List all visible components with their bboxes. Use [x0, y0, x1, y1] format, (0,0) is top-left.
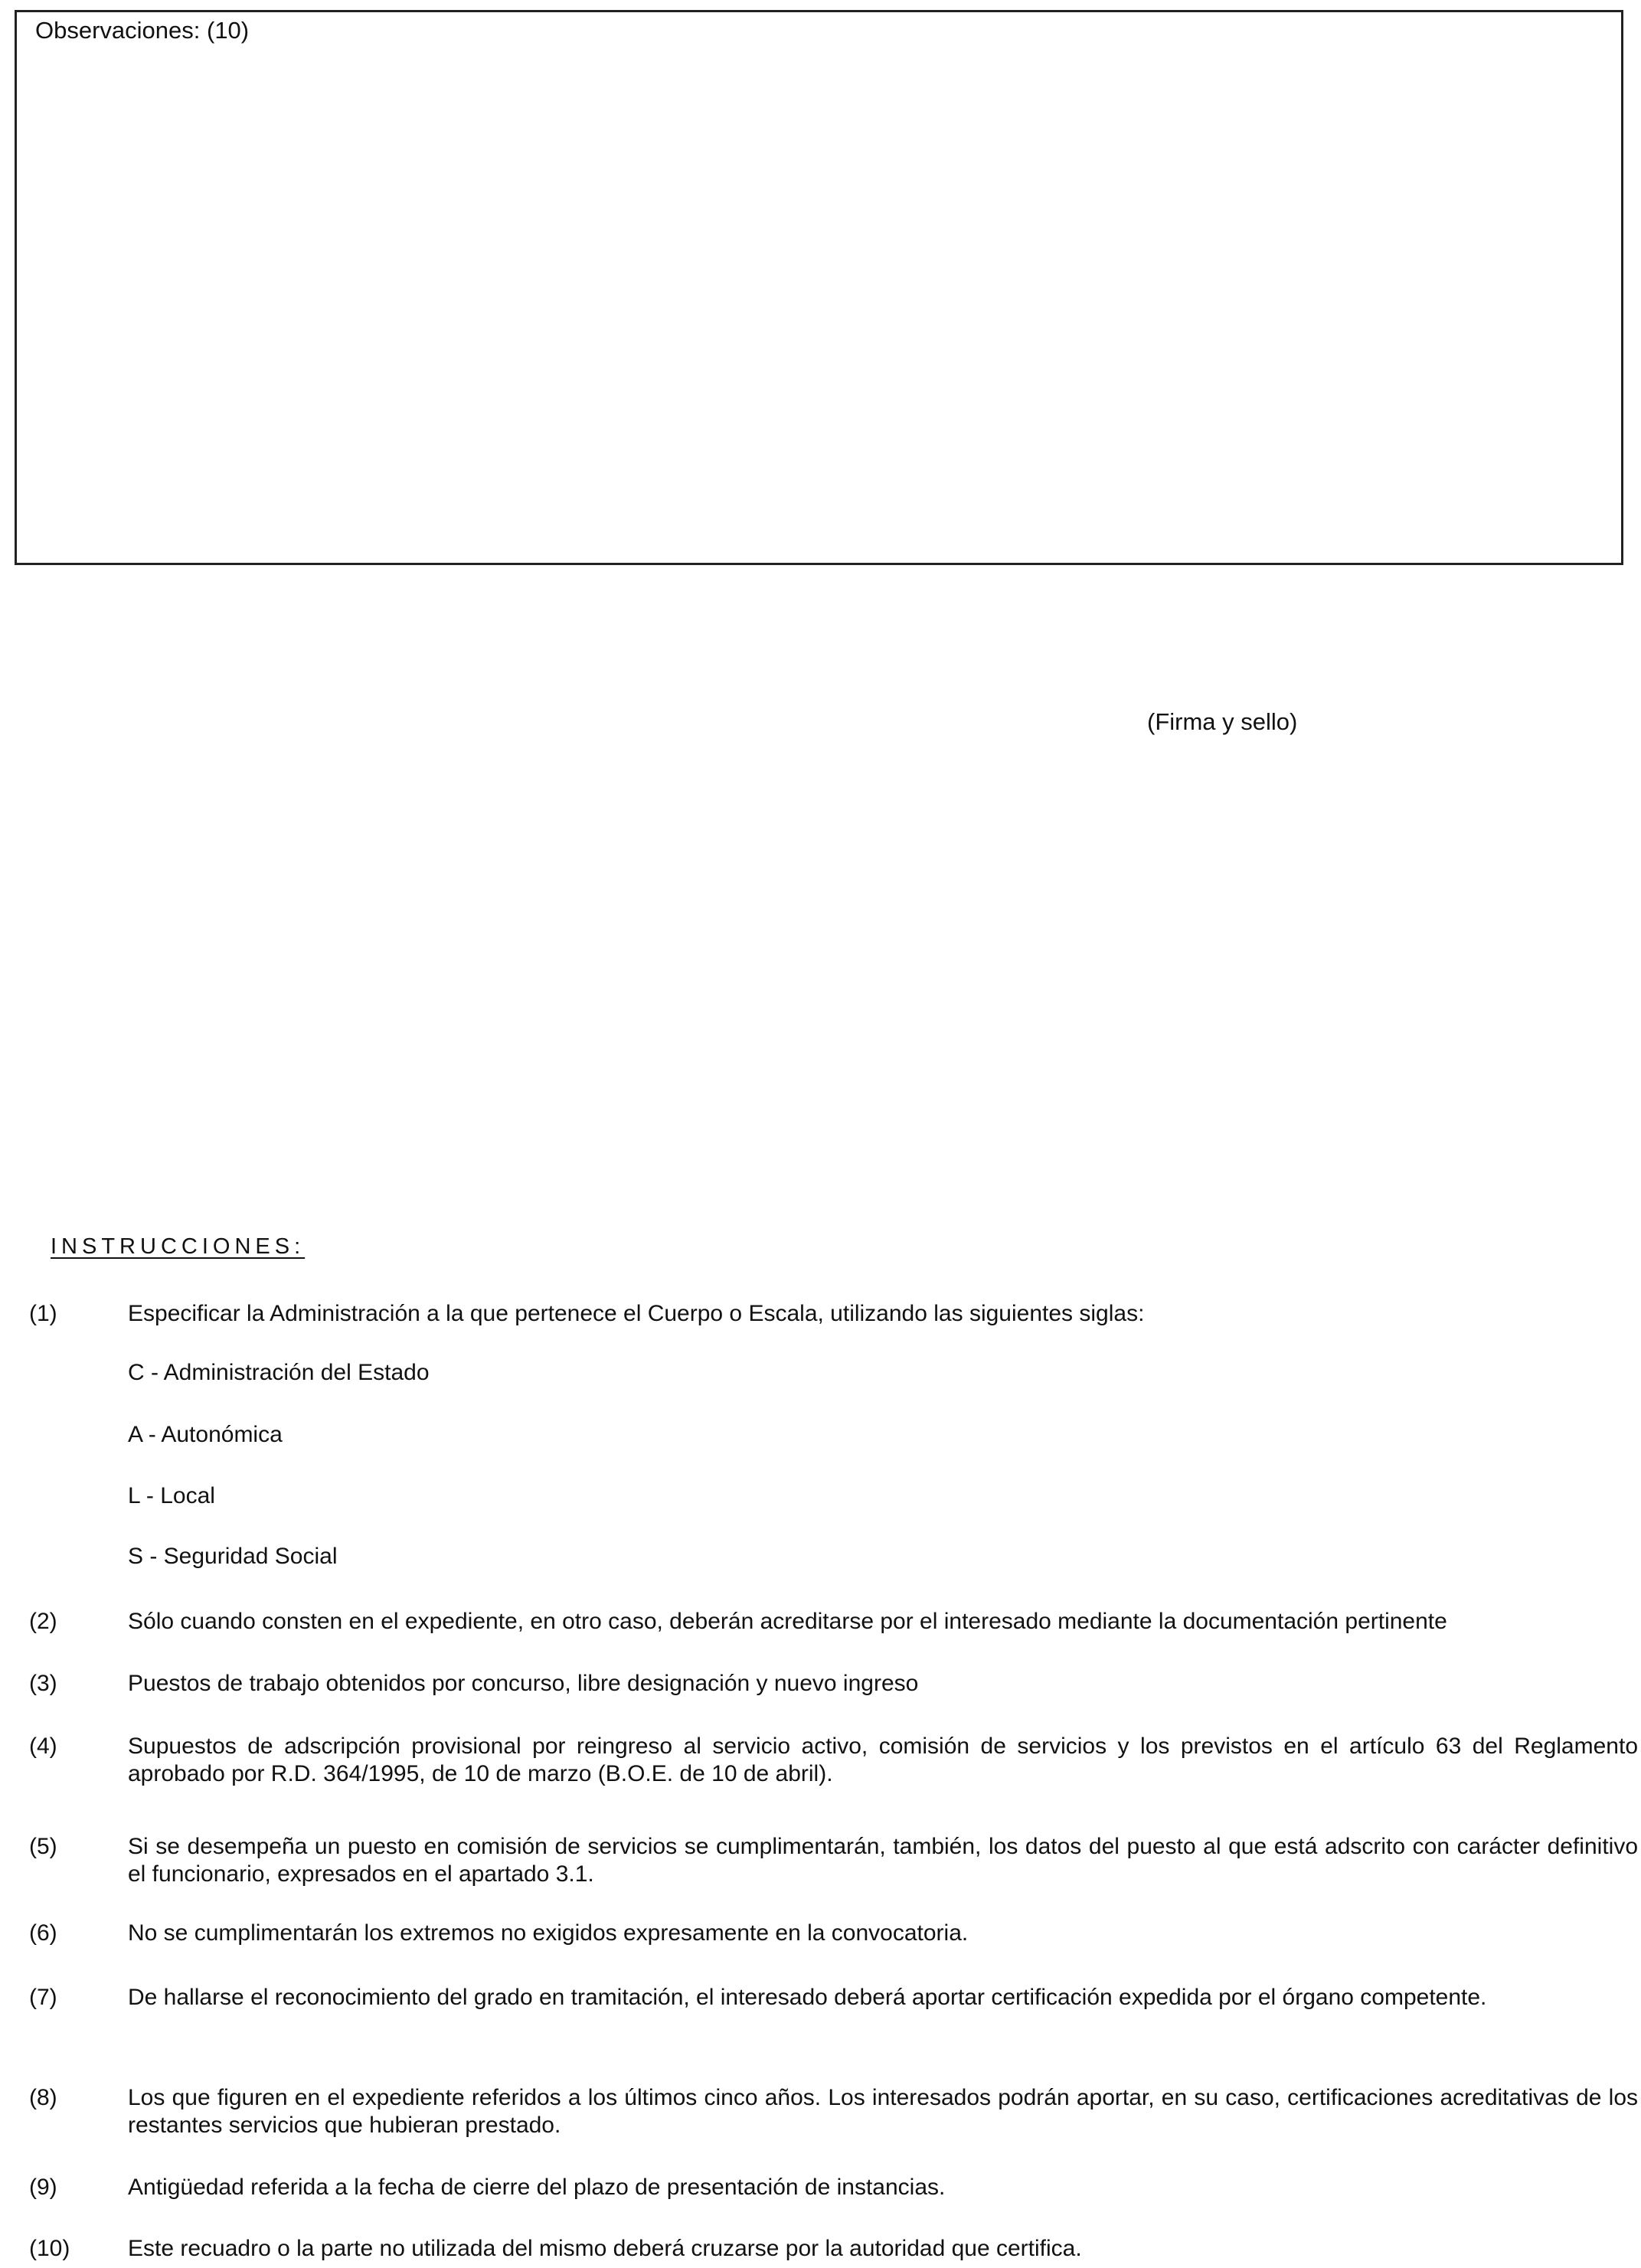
- instruction-item: [29, 1300, 1638, 1328]
- item-text: Sólo cuando consten en el expediente, en otro caso, deberán acreditarse por el interesado mediante la documentación pertinente: [128, 1609, 1447, 1634]
- item-text: Puestos de trabajo obtenidos por concurso, libre designación y nuevo ingreso: [128, 1671, 919, 1696]
- item-number: (7): [29, 1985, 57, 2010]
- item-text: Este recuadro o la parte no utilizada del mismo deberá cruzarse por la autoridad que certifica.: [128, 2236, 1082, 2261]
- instruction-item: [29, 1670, 1638, 1698]
- item-number: (5): [29, 1834, 57, 1859]
- item-text: No se cumplimentarán los extremos no exigidos expresamente en la convocatoria.: [128, 1920, 969, 1946]
- instruction-item: [29, 1920, 1638, 1947]
- item-text: Supuestos de adscripción provisional por reingreso al servicio activo, comisión de servicios y los previstos en el artículo 63 del Reglamento aprobado por R.D. 364/1995, de 10 de marzo (B.O.E. de 10 de abril).: [128, 1734, 1638, 1786]
- abbreviation-item: A - Autonómica: [128, 1422, 283, 1447]
- signature-label: (Firma y sello): [1147, 708, 1298, 735]
- item-number: (10): [29, 2236, 70, 2261]
- item-text: Los que figuren en el expediente referidos a los últimos cinco años. Los interesados podrán aportar, en su caso, certificaciones acreditativas de los restantes servicios que hubieran prestado.: [128, 2085, 1638, 2138]
- item-text: Especificar la Administración a la que pertenece el Cuerpo o Escala, utilizando las siguientes siglas:: [128, 1301, 1145, 1326]
- item-text: De hallarse el reconocimiento del grado en tramitación, el interesado deberá aportar certificación expedida por el órgano competente.: [128, 1985, 1487, 2010]
- instruction-item: [29, 1833, 1638, 1888]
- abbreviation-item: S - Seguridad Social: [128, 1544, 338, 1569]
- abbreviation-item: L - Local: [128, 1483, 215, 1508]
- item-number: (3): [29, 1671, 57, 1696]
- item-number: (8): [29, 2085, 57, 2110]
- instruction-item: [29, 2174, 1638, 2201]
- instruction-item: [29, 1733, 1638, 1788]
- item-number: (4): [29, 1734, 57, 1759]
- item-number: (6): [29, 1920, 57, 1946]
- observations-box: [15, 10, 1623, 565]
- item-text: Antigüedad referida a la fecha de cierre del plazo de presentación de instancias.: [128, 2175, 946, 2200]
- instructions-heading: INSTRUCCIONES:: [51, 1234, 306, 1259]
- instruction-item: [29, 1984, 1638, 2011]
- instruction-item: [29, 1608, 1638, 1636]
- item-number: (2): [29, 1609, 57, 1634]
- abbreviation-item: C - Administración del Estado: [128, 1360, 430, 1385]
- item-text: Si se desempeña un puesto en comisión de servicios se cumplimentarán, también, los datos del puesto al que está adscrito con carácter definitivo el funcionario, expresados en el apartado 3.1.: [128, 1834, 1638, 1887]
- item-number: (1): [29, 1301, 57, 1326]
- instruction-item: [29, 2084, 1638, 2139]
- instruction-item: [29, 2235, 1638, 2263]
- item-number: (9): [29, 2175, 57, 2200]
- observations-label: Observaciones: (10): [35, 17, 250, 44]
